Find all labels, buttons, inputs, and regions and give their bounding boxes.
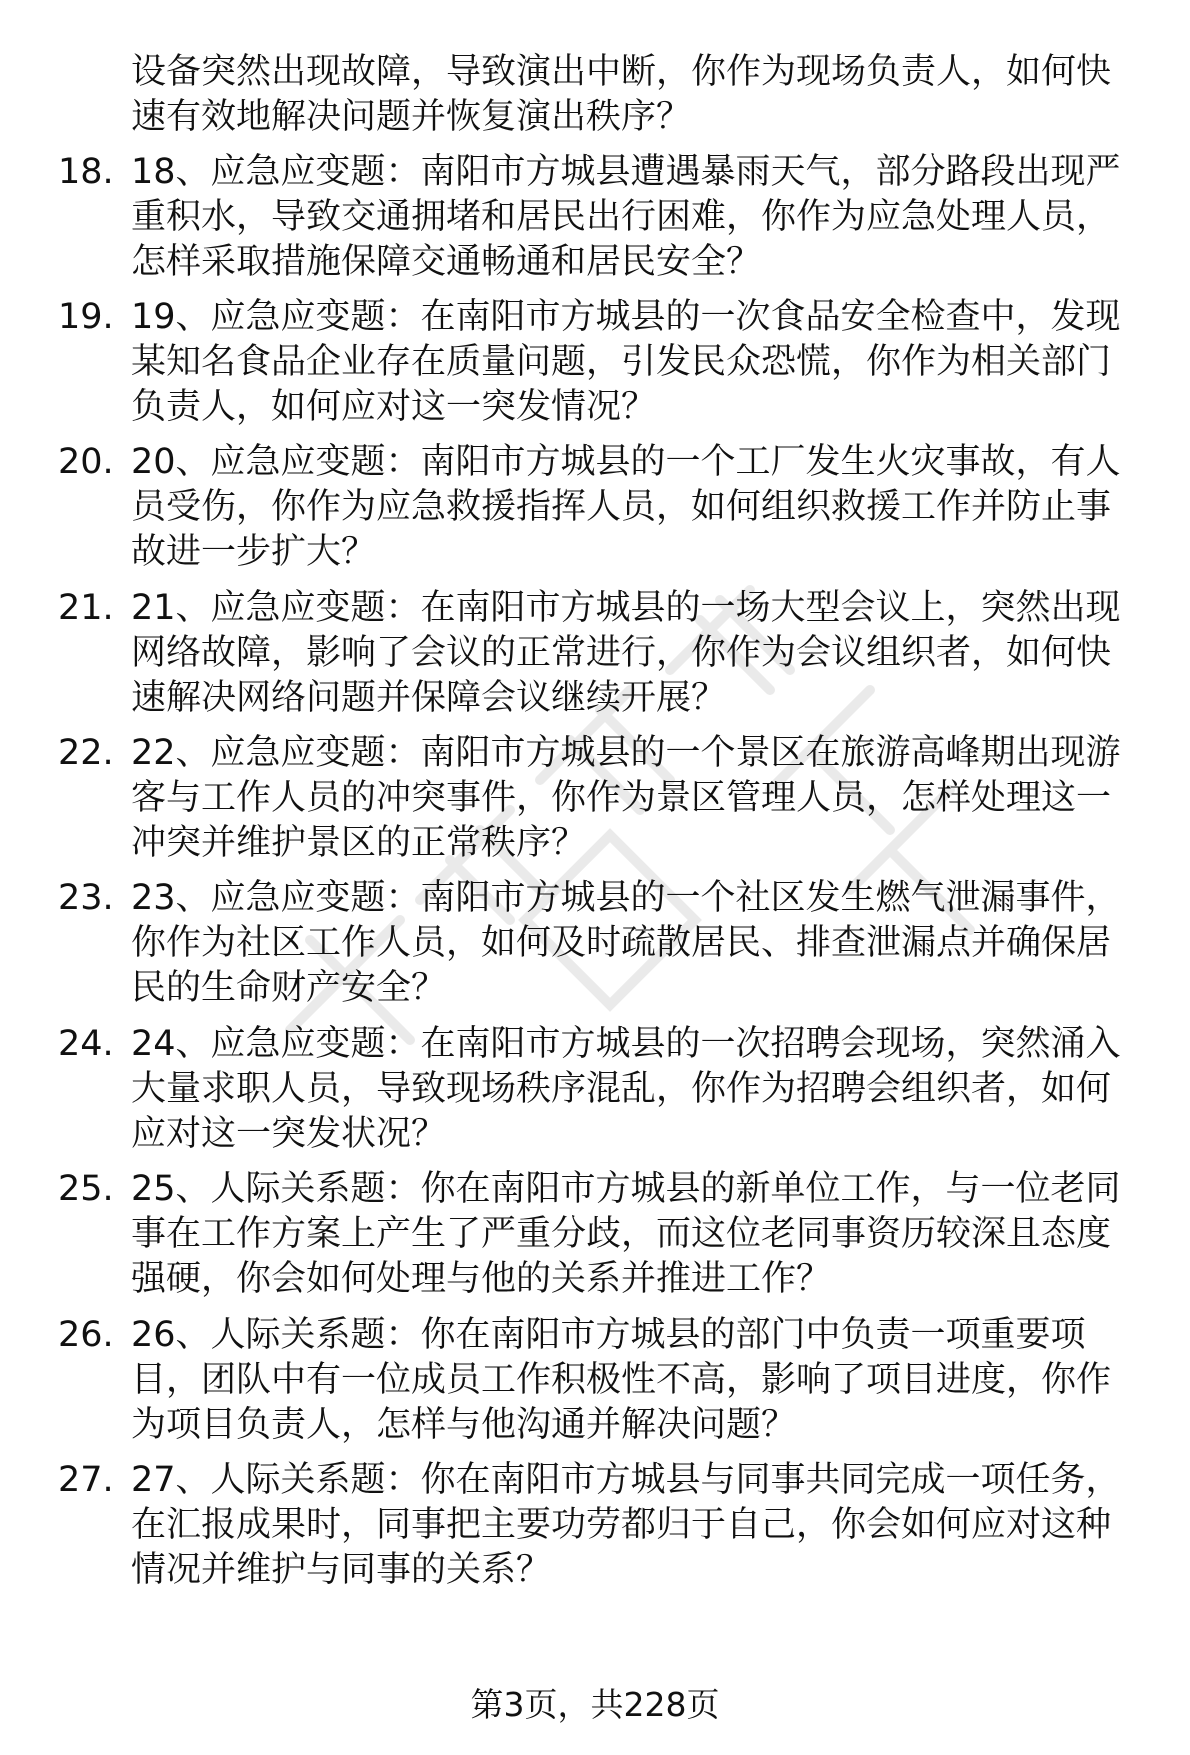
item-text: 23、应急应变题：南阳市方城县的一个社区发生燃气泄漏事件，你作为社区工作人员，如何及时疏散居民、排查泄漏点并确保居民的生命财产安全？ [131, 878, 1121, 1008]
item-text: 27、人际关系题：你在南阳市方城县与同事共同完成一项任务，在汇报成果时，同事把主要功劳都归于自己，你会如何应对这种情况并维护与同事的关系？ [131, 1460, 1121, 1590]
item-number: 27. [58, 1460, 114, 1500]
item-number: 19. [58, 297, 114, 337]
item-text: 25、人际关系题：你在南阳市方城县的新单位工作，与一位老同事在工作方案上产生了严重分歧，而这位老同事资历较深且态度强硬，你会如何处理与他的关系并推进工作？ [131, 1169, 1121, 1299]
item-number: 23. [58, 878, 114, 918]
item-text: 26、人际关系题：你在南阳市方城县的部门中负责一项重要项目，团队中有一位成员工作积极性不高，影响了项目进度，你作为项目负责人，怎样与他沟通并解决问题？ [131, 1315, 1112, 1445]
item-number: 18. [58, 152, 114, 192]
intro-paragraph: 设备突然出现故障，导致演出中断，你作为现场负责人，如何快速有效地解决问题并恢复演出秩序？ [131, 52, 1112, 137]
item-text: 18、应急应变题：南阳市方城县遭遇暴雨天气，部分路段出现严重积水，导致交通拥堵和居民出行困难，你作为应急处理人员，怎样采取措施保障交通畅通和居民安全？ [131, 152, 1121, 282]
item-number: 24. [58, 1024, 114, 1064]
item-text: 21、应急应变题：在南阳市方城县的一场大型会议上，突然出现网络故障，影响了会议的正常进行，你作为会议组织者，如何快速解决网络问题并保障会议继续开展？ [131, 588, 1121, 718]
item-number: 26. [58, 1315, 114, 1355]
item-text: 24、应急应变题：在南阳市方城县的一次招聘会现场，突然涌入大量求职人员，导致现场秩序混乱，你作为招聘会组织者，如何应对这一突发状况？ [131, 1024, 1121, 1154]
item-text: 22、应急应变题：南阳市方城县的一个景区在旅游高峰期出现游客与工作人员的冲突事件，你作为景区管理人员，怎样处理这一冲突并维护景区的正常秩序？ [131, 733, 1121, 863]
page-footer: 第3页，共228页 [470, 1685, 720, 1724]
item-number: 21. [58, 588, 114, 628]
item-number: 22. [58, 733, 114, 773]
item-number: 20. [58, 442, 114, 482]
item-text: 20、应急应变题：南阳市方城县的一个工厂发生火灾事故，有人员受伤，你作为应急救援指挥人员，如何组织救援工作并防止事故进一步扩大？ [131, 442, 1121, 572]
item-number: 25. [58, 1169, 114, 1209]
item-text: 19、应急应变题：在南阳市方城县的一次食品安全检查中，发现某知名食品企业存在质量问题，引发民众恐慌，你作为相关部门负责人，如何应对这一突发情况？ [131, 297, 1121, 427]
